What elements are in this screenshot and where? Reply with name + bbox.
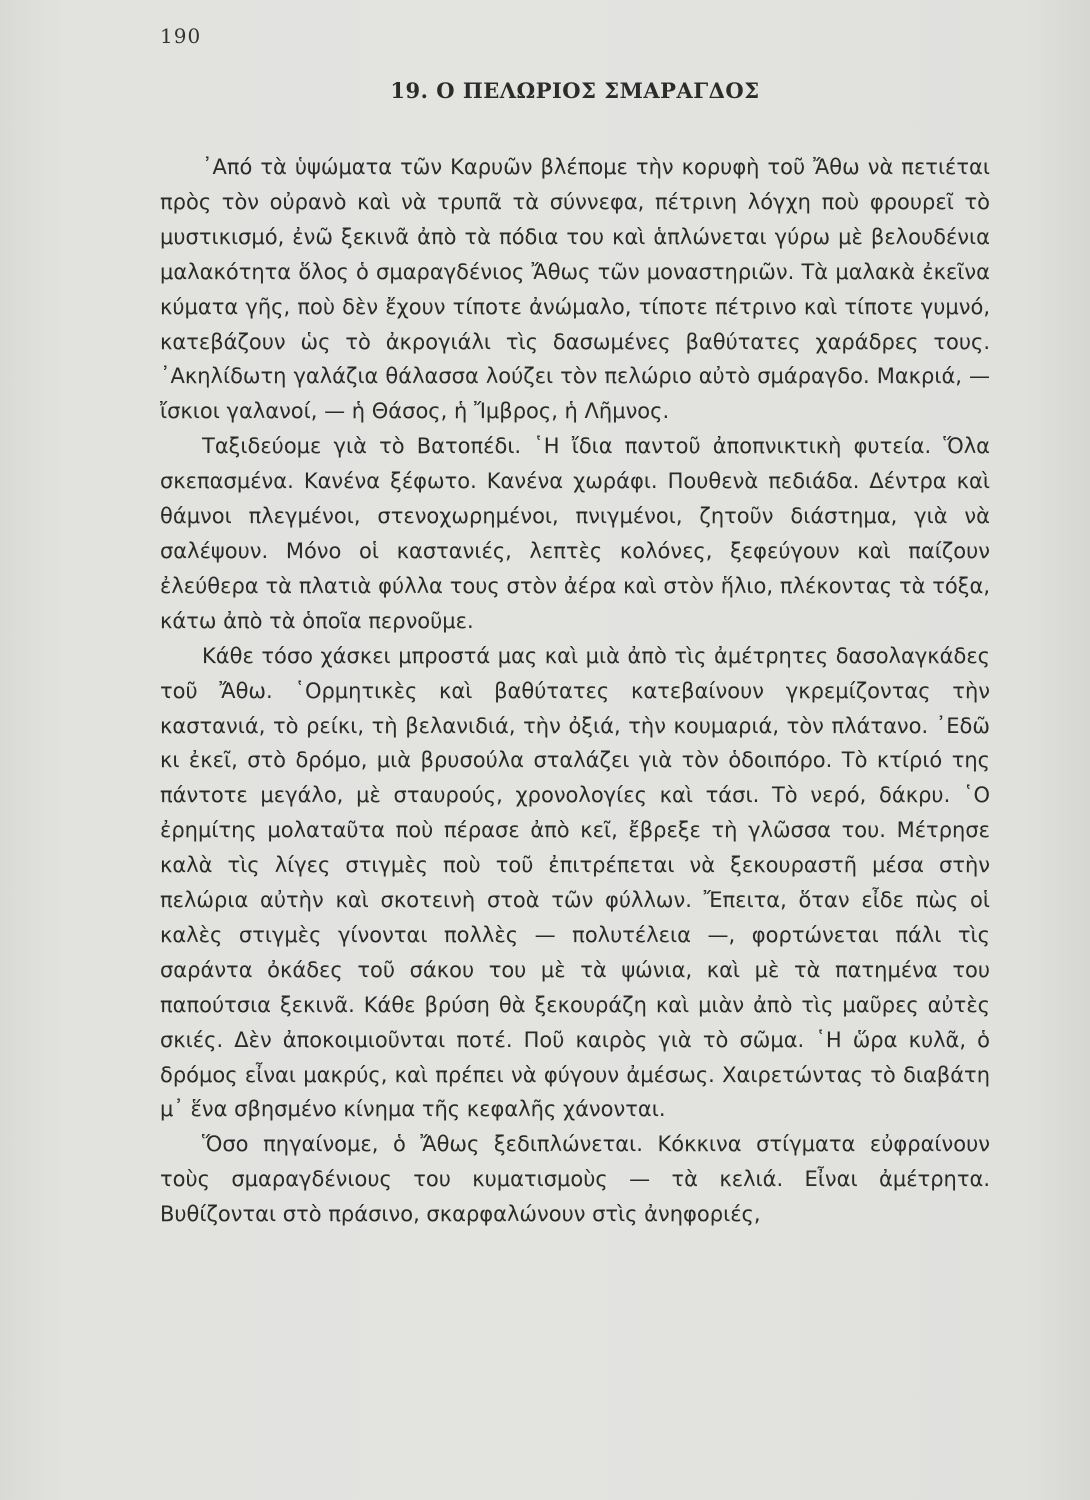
paragraph: Ὅσο πηγαίνομε, ὁ Ἄθως ξεδιπλώνεται. Κόκκινα στίγματα εὐφραίνουν τοὺς σμαραγδένιους του κυματισμοὺς — τὰ κελιά. Εἶναι ἀμέτρητα. Βυθίζονται στὸ πράσινο, σκαρφαλώνουν στὶς ἀνηφοριές, — [160, 1132, 990, 1227]
page-number: 190 — [160, 24, 202, 48]
chapter-title: 19. Ο ΠΕΛΩΡΙΟΣ ΣΜΑΡΑΓΔΟΣ — [390, 78, 760, 103]
paragraph: ᾿Από τὰ ὑψώματα τῶν Καρυῶν βλέπομε τὴν κορυφὴ τοῦ Ἄθω νὰ πετιέται πρὸς τὸν οὐρανὸ καὶ νὰ τρυπᾶ τὰ σύννεφα, πέτρινη λόγχη ποὺ φρουρεῖ τὸ μυστικισμό, ἐνῶ ξεκινᾶ ἀπὸ τὰ πόδια του καὶ ἁπλώνεται γύρω μὲ βελουδένια μαλακότητα ὅλος ὁ σμαραγδένιος Ἄθως τῶν μοναστηριῶν. Τὰ μαλακὰ ἐκεῖνα κύματα γῆς, ποὺ δὲν ἔχουν τίποτε ἀνώμαλο, τίποτε πέτρινο καὶ τίποτε γυμνό, κατεβάζουν ὡς τὸ ἀκρογιάλι τὶς δασωμένες βαθύτατες χαράδρες τους. ᾿Ακηλίδωτη γαλάζια θάλασσα λούζει τὸν πελώριο αὐτὸ σμάραγδο. Μακριά, — ἴσκιοι γαλανοί, — ἡ Θάσος, ἡ Ἴμβρος, ἡ Λῆμνος. — [160, 155, 990, 424]
body-text — [160, 150, 990, 1232]
paragraph: Ταξιδεύομε γιὰ τὸ Βατοπέδι. ῾Η ἴδια παντοῦ ἀποπνικτικὴ φυτεία. Ὅλα σκεπασμένα. Κανένα ξέφωτο. Κανένα χωράφι. Πουθενὰ πεδιάδα. Δέντρα καὶ θάμνοι πλεγμένοι, στενοχωρημένοι, πνιγμένοι, ζητοῦν διάστημα, γιὰ νὰ σαλέψουν. Μόνο οἱ καστανιές, λεπτὲς κολόνες, ξεφεύγουν καὶ παίζουν ἐλεύθερα τὰ πλατιὰ φύλλα τους στὸν ἀέρα καὶ στὸν ἥλιο, πλέκοντας τὰ τόξα, κάτω ἀπὸ τὰ ὁποῖα περνοῦμε. — [160, 434, 990, 633]
paragraph: Κάθε τόσο χάσκει μπροστά μας καὶ μιὰ ἀπὸ τὶς ἀμέτρητες δασολαγκάδες τοῦ Ἄθω. ῾Ορμητικὲς καὶ βαθύτατες κατεβαίνουν γκρεμίζοντας τὴν καστανιά, τὸ ρείκι, τὴ βελανιδιά, τὴν ὀξιά, τὴν κουμαριά, τὸν πλάτανο. ᾿Εδῶ κι ἐκεῖ, στὸ δρόμο, μιὰ βρυσούλα σταλάζει γιὰ τὸν ὁδοιπόρο. Τὸ κτίριό της πάντοτε μεγάλο, μὲ σταυρούς, χρονολογίες καὶ τάσι. Τὸ νερό, δάκρυ. ῾Ο ἐρημίτης μολαταῦτα ποὺ πέρασε ἀπὸ κεῖ, ἔβρεξε τὴ γλῶσσα του. Μέτρησε καλὰ τὶς λίγες στιγμὲς ποὺ τοῦ ἐπιτρέπεται νὰ ξεκουραστῆ μέσα στὴν πελώρια αὐτὴν καὶ σκοτεινὴ στοὰ τῶν φύλλων. Ἔπειτα, ὅταν εἶδε πὼς οἱ καλὲς στιγμὲς γίνονται πολλὲς — πολυτέλεια —, φορτώνεται πάλι τὶς σαράντα ὀκάδες τοῦ σάκου του μὲ τὰ ψώνια, καὶ μὲ τὰ πατημένα του παπούτσια ξεκινᾶ. Κάθε βρύση θὰ ξεκουράζη καὶ μιὰν ἀπὸ τὶς μαῦρες αὐτὲς σκιές. Δὲν ἀποκοιμιοῦνται ποτέ. Ποῦ καιρὸς γιὰ τὸ σῶμα. ῾Η ὥρα κυλᾶ, ὁ δρόμος εἶναι μακρύς, καὶ πρέπει νὰ φύγουν ἀμέσως. Χαιρετώντας τὸ διαβάτη μ᾿ ἕνα σβησμένο κίνημα τῆς κεφαλῆς χάνονται. — [160, 643, 990, 1122]
